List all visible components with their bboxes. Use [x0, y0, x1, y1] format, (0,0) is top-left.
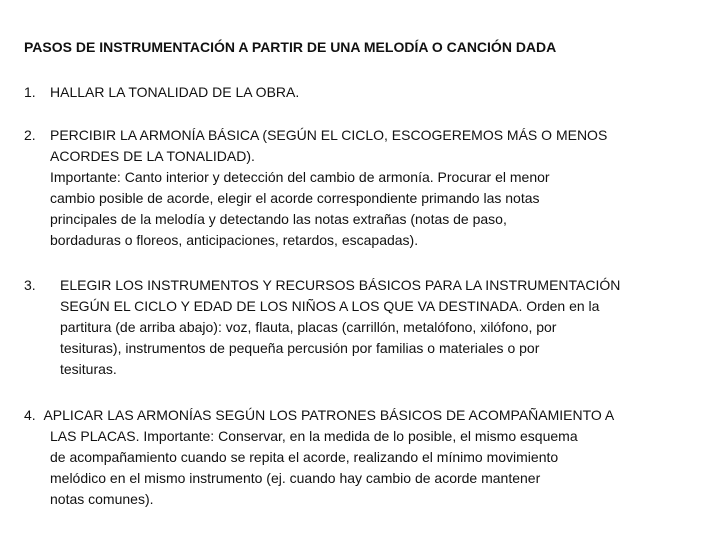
step-line: melódico en el mismo instrumento (ej. cuando hay cambio de acorde mantener — [50, 470, 541, 486]
step-line: bordaduras o floreos, anticipaciones, retardos, escapadas). — [50, 232, 419, 248]
step-number: 2. — [24, 127, 36, 143]
step-text — [50, 82, 299, 103]
step-line: LAS PLACAS. Importante: Conservar, en la medida de lo posible, el mismo esquema — [50, 428, 578, 444]
step-line: ELEGIR LOS INSTRUMENTOS Y RECURSOS BÁSICOS PARA LA INSTRUMENTACIÓN — [60, 277, 621, 293]
step-number: 1. — [24, 84, 36, 100]
step-line: ACORDES DE LA TONALIDAD). — [50, 148, 255, 164]
step-text — [24, 405, 684, 510]
step-text — [50, 125, 700, 251]
step-line: de acompañamiento cuando se repita el acorde, realizando el mínimo movimiento — [50, 449, 559, 465]
step-line: APLICAR LAS ARMONÍAS SEGÚN LOS PATRONES BÁSICOS DE ACOMPAÑAMIENTO A — [43, 407, 615, 423]
step-text — [60, 275, 700, 380]
step-line: SEGÚN EL CICLO Y EDAD DE LOS NIÑOS A LOS QUE VA DESTINADA. Orden en la — [60, 298, 600, 314]
step-line: notas comunes). — [50, 491, 154, 507]
step-first-line — [24, 405, 684, 426]
step-line: tesituras), instrumentos de pequeña percusión por familias o materiales o por — [60, 340, 540, 356]
step-number: 4. — [24, 407, 36, 423]
step-line: cambio posible de acorde, elegir el acorde correspondiente primando las notas — [50, 190, 540, 206]
step-number: 3. — [24, 277, 36, 293]
step-line: HALLAR LA TONALIDAD DE LA OBRA. — [50, 84, 300, 100]
step-line: tesituras. — [60, 361, 117, 377]
step-line: partitura (de arriba abajo): voz, flauta, placas (carrillón, metalófono, xilófono, por — [60, 319, 557, 335]
step-line: Importante: Canto interior y detección del cambio de armonía. Procurar el menor — [50, 169, 550, 185]
page-title: PASOS DE INSTRUMENTACIÓN A PARTIR DE UNA MELODÍA O CANCIÓN DADA — [24, 39, 557, 55]
step-line: PERCIBIR LA ARMONÍA BÁSICA (SEGÚN EL CICLO, ESCOGEREMOS MÁS O MENOS — [50, 127, 608, 143]
step-line: principales de la melodía y detectando las notas extrañas (notas de paso, — [50, 211, 507, 227]
